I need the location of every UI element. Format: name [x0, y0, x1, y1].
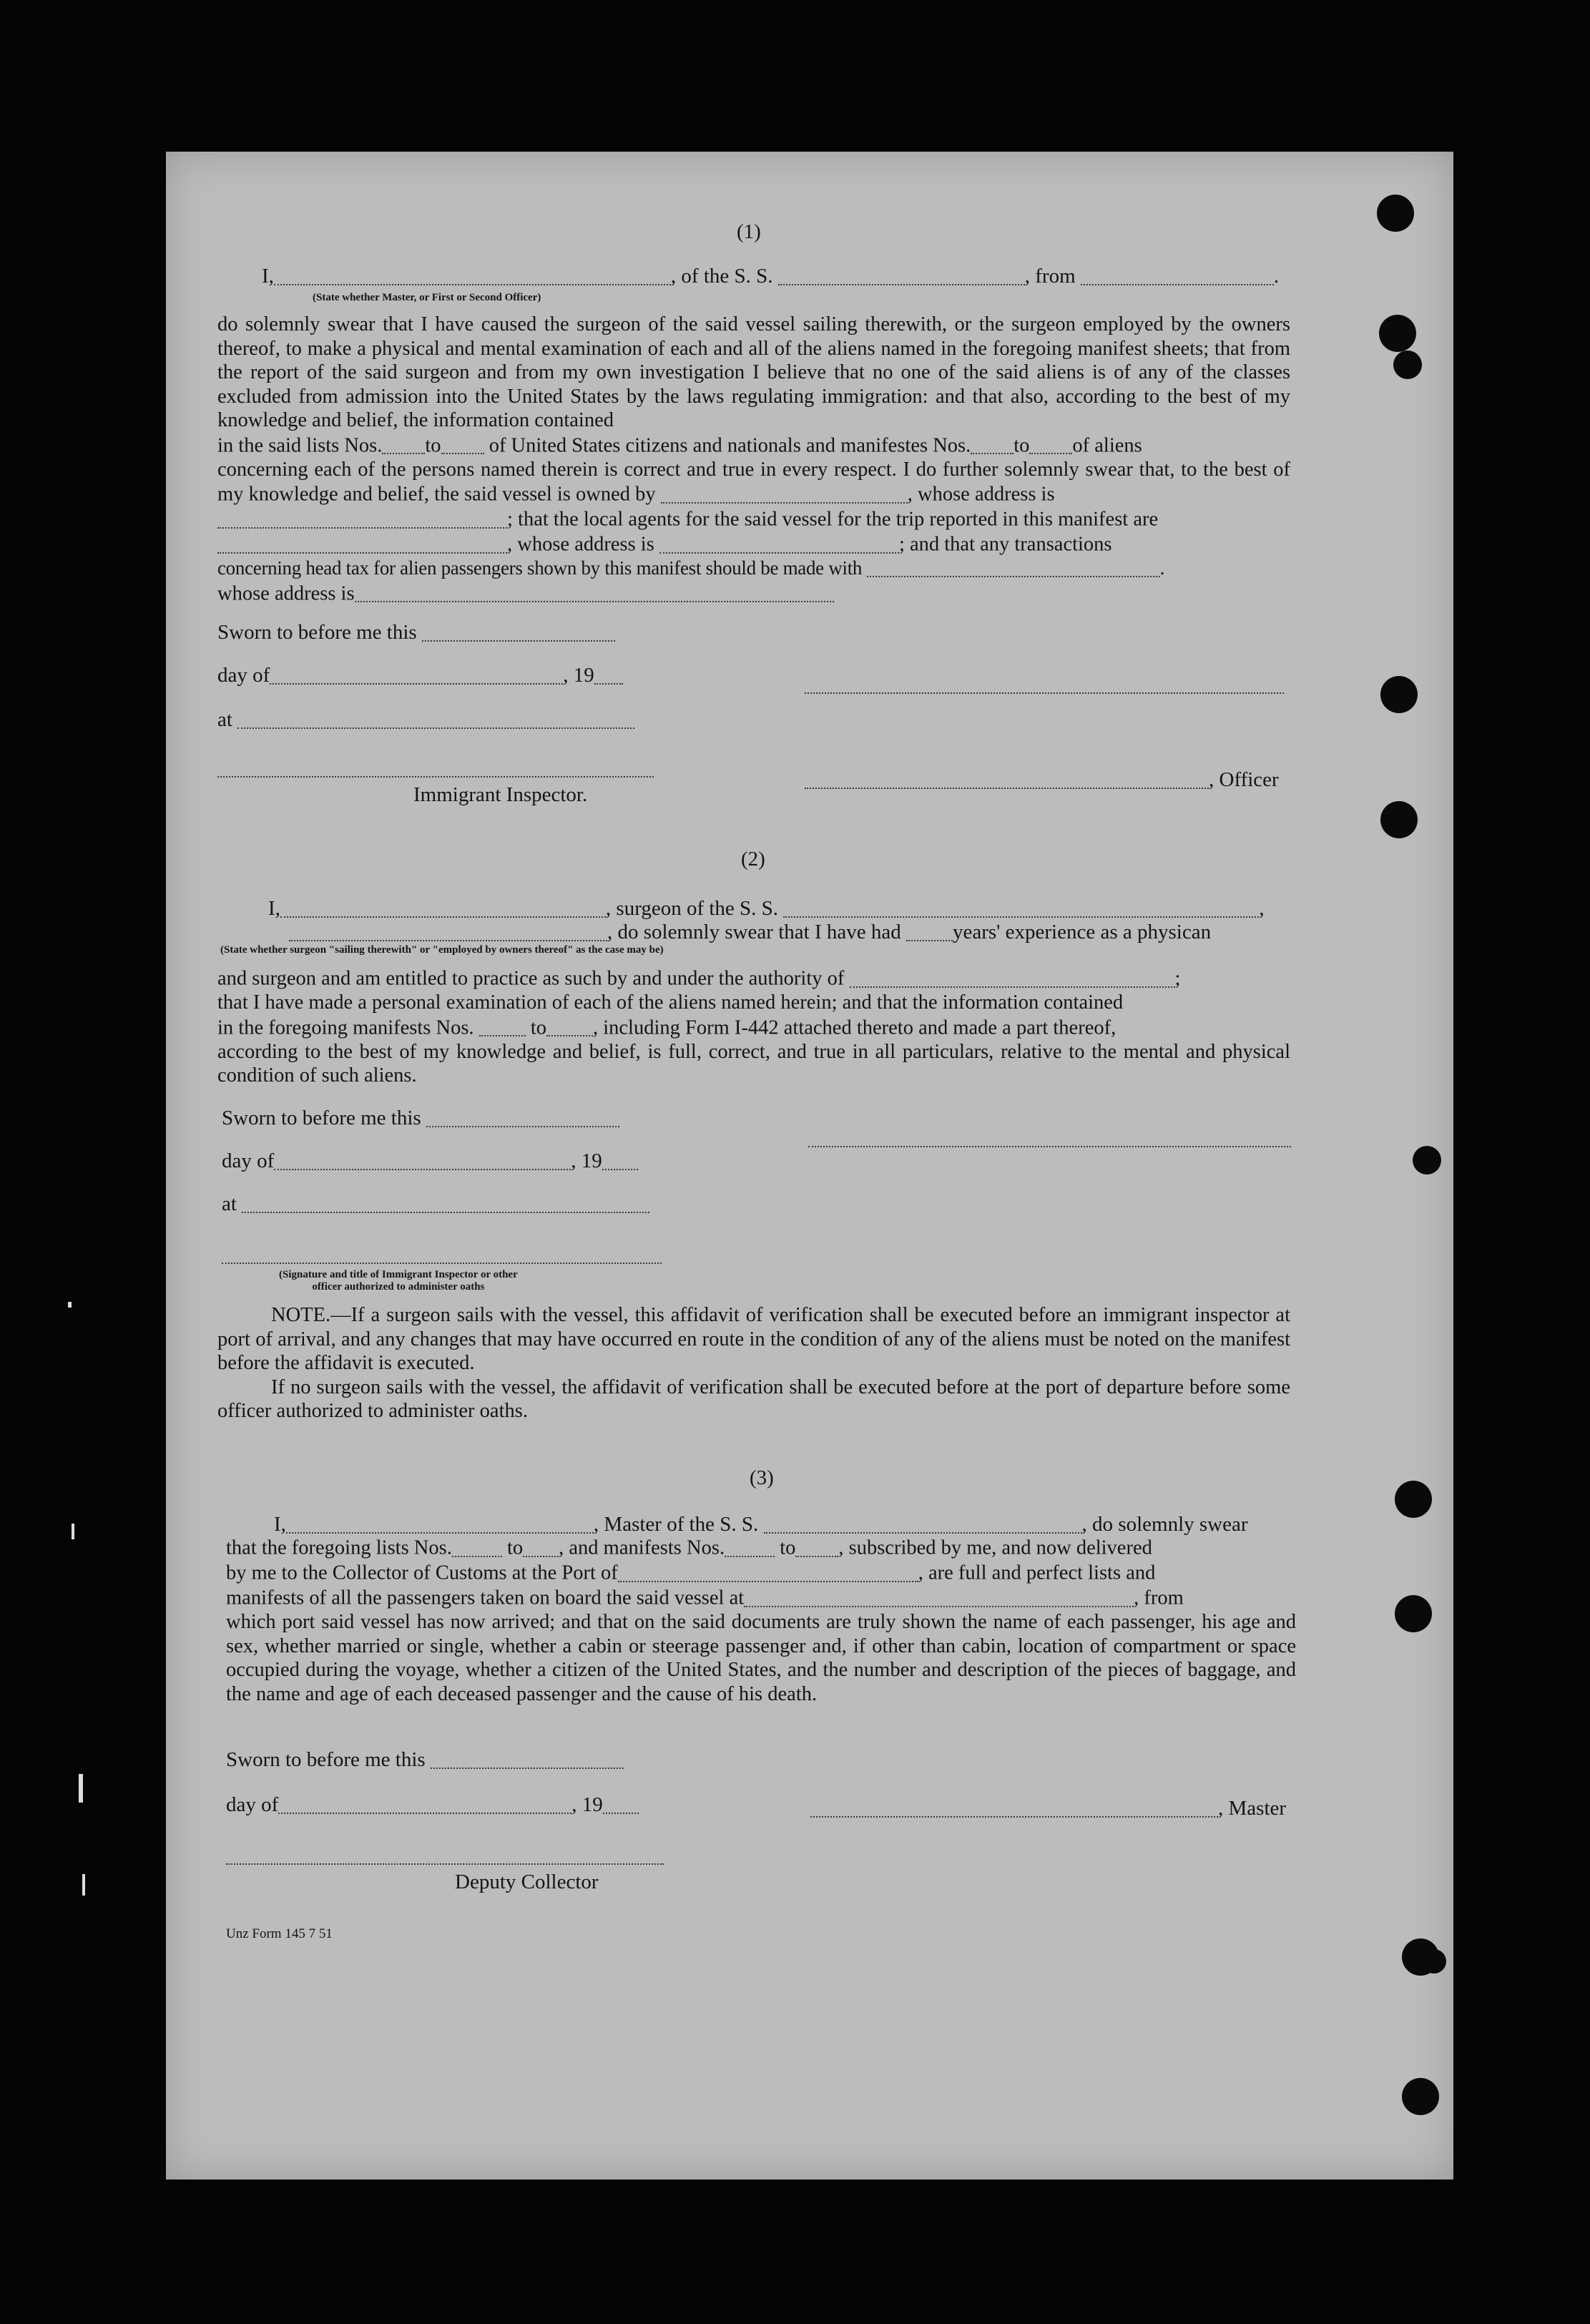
punch-hole [1380, 676, 1418, 713]
edge-speck [68, 1302, 72, 1308]
text: , 19 [563, 664, 594, 687]
label-of-ss: , of the S. S. [670, 265, 773, 288]
deputy-collector-label: Deputy Collector [455, 1871, 599, 1893]
text: . [1159, 557, 1165, 579]
text: Sworn to before me this [222, 1107, 421, 1129]
text: day of [217, 664, 270, 687]
lists-to-field[interactable] [523, 1535, 559, 1557]
oath-headtax [217, 557, 1290, 581]
label-i: I, [262, 265, 274, 288]
officer-caption: (State whether Master, or First or Second Officer) [313, 292, 541, 303]
sworn-date-field[interactable] [426, 1105, 619, 1127]
section-3-number: (3) [750, 1466, 774, 1489]
place-field[interactable] [242, 1191, 649, 1213]
authority-line [217, 966, 1290, 991]
text: , do solemnly swear that I have had [607, 921, 901, 943]
text: to [1014, 434, 1030, 456]
section-2-number: (2) [741, 848, 765, 871]
immigrant-inspector-label: Immigrant Inspector. [413, 783, 588, 806]
text: , Master [1218, 1797, 1287, 1820]
surgeon-vessel-field[interactable] [783, 896, 1259, 918]
vessel-at-line [226, 1585, 1296, 1610]
sworn-date-field[interactable] [422, 619, 615, 642]
manifests-line [217, 1015, 1290, 1040]
text: manifests of all the passengers taken on board the said vessel at [226, 1587, 745, 1609]
agent-address-field[interactable] [659, 531, 899, 554]
period: . [1273, 265, 1280, 288]
text: of aliens [1072, 434, 1142, 456]
note-paragraph: NOTE.—If a surgeon sails with the vessel, this affidavit of verification shall be executed before an immigrant inspector at port of arrival, and any changes that may have occurred en route in the condition of any of the aliens must be noted on the manifest before the affidavit is executed. [217, 1304, 1290, 1374]
passenger-paragraph: which port said vessel has now arrived; and that on the said documents are truly shown the name of each passenger, his age and sex, whether married or single, whether a cabin or steerage passenger and, if other than cabin, location of compartment or space occupied during the voyage, whether a citizen of the United States, and the number and description of the pieces of baggage, and the name and age of each deceased passenger and the cause of his death. [226, 1611, 1296, 1705]
text: years' experience as a physican [952, 921, 1212, 943]
text: Sworn to before me this [217, 621, 417, 644]
text: in the said lists Nos. [217, 434, 383, 456]
day-line [226, 1792, 639, 1817]
text: , 19 [571, 1149, 602, 1172]
inspector-signature-line[interactable] [222, 1262, 662, 1264]
text: (Signature and title of Immigrant Inspector or other [279, 1269, 518, 1280]
text: ; that the local agents for the said vessel for the trip reported in this manifest are [507, 508, 1159, 531]
manifest-to-field[interactable] [546, 1015, 593, 1037]
officer-signature-field[interactable] [805, 767, 1209, 789]
punch-hole [1422, 1949, 1446, 1974]
text: ; [1174, 967, 1181, 990]
punch-hole [1413, 1146, 1441, 1175]
oath-line-lists [217, 433, 1290, 458]
edge-speck [82, 1874, 85, 1896]
text: whose address is [217, 582, 355, 604]
text: concerning head tax for alien passengers shown by this manifest should be made with [217, 557, 863, 579]
edge-speck [72, 1524, 74, 1539]
text: Sworn to before me this [226, 1748, 426, 1771]
collector-line [226, 1560, 1296, 1585]
departure-port-field[interactable] [1081, 263, 1274, 285]
section-1-body [217, 313, 1290, 606]
edge-speck [79, 1774, 83, 1803]
citizen-list-to-field[interactable] [441, 433, 484, 455]
inspector-signature-line[interactable] [217, 776, 654, 778]
form-id: Unz Form 145 7 51 [226, 1926, 333, 1941]
boarding-port-field[interactable] [744, 1585, 1134, 1607]
owner-address-field[interactable] [217, 506, 507, 529]
place-field[interactable] [237, 707, 634, 729]
lists-from-field[interactable] [452, 1535, 502, 1557]
text: of United States citizens and nationals and manifestes Nos. [489, 434, 971, 456]
text: day of [226, 1793, 279, 1816]
note-block [217, 1303, 1290, 1423]
surgeon-status-field[interactable] [289, 919, 607, 941]
officer-name-field[interactable] [274, 263, 671, 285]
years-experience-field[interactable] [906, 919, 953, 941]
officer-line [805, 767, 1279, 792]
text: in the foregoing manifests Nos. [217, 1016, 474, 1039]
sworn-line [217, 619, 615, 644]
text: day of [222, 1149, 275, 1172]
signature-line[interactable] [805, 692, 1284, 694]
headtax-party-field[interactable] [867, 557, 1160, 577]
text: ; and that any transactions [898, 533, 1112, 556]
surgeon-caption: (State whether surgeon "sailing therewith" or "employed by owners thereof" as the case may be) [220, 944, 664, 956]
sig-caption [279, 1269, 518, 1293]
text: that the foregoing lists Nos. [226, 1536, 452, 1559]
agents-field[interactable] [217, 531, 507, 554]
text: to [780, 1536, 796, 1559]
collector-signature-line[interactable] [226, 1863, 664, 1865]
section-2-line1 [268, 896, 1265, 921]
section-1-line1 [262, 263, 1279, 288]
section-3-line1 [274, 1511, 1248, 1536]
master-name-field[interactable] [286, 1511, 594, 1534]
text: , are full and perfect lists and [918, 1561, 1156, 1584]
punch-hole [1395, 1481, 1432, 1518]
year-field[interactable] [602, 1148, 638, 1170]
text: to [425, 434, 441, 456]
at-line [222, 1191, 649, 1216]
sworn-date-field[interactable] [431, 1747, 624, 1769]
lists-line [226, 1535, 1296, 1560]
sworn-line [226, 1747, 624, 1772]
condition-paragraph: according to the best of my knowledge and belief, is full, correct, and true in all particulars, relative to the mental and physical condition of such aliens. [217, 1040, 1290, 1087]
punch-hole [1393, 350, 1422, 379]
text: concerning each of the persons named therein is correct and true in every respect. I do further solemnly swear that, to the best of my knowledge and belief, the said vessel is owned by [217, 458, 1290, 506]
day-field[interactable] [270, 662, 563, 685]
day-line [222, 1148, 638, 1173]
text: at [222, 1192, 237, 1215]
alien-list-from-field[interactable] [971, 433, 1014, 455]
year-field[interactable] [594, 662, 623, 685]
text: officer authorized to administer oaths [312, 1281, 485, 1293]
text: , Officer [1209, 768, 1279, 791]
oath-owner [217, 458, 1290, 507]
day-field[interactable] [278, 1792, 571, 1814]
text: , Master of the S. S. [593, 1513, 759, 1536]
punch-hole [1377, 195, 1414, 232]
oath-paragraph: do solemnly swear that I have caused the surgeon of the said vessel sailing therewith, or the surgeon employed by the owners thereof, to make a physical and mental examination of each and all of the aliens named in the foregoing manifest sheets; that from the report of the said surgeon and from my own investigation I believe that no one of the said aliens is of any of the classes excluded from admission into the United States by the laws regulating immigration: and that also, according to the best of my knowledge and belief, the information contained [217, 313, 1290, 431]
master-signature-field[interactable] [810, 1795, 1218, 1818]
alien-list-to-field[interactable] [1029, 433, 1072, 455]
text: , [1259, 897, 1265, 920]
text: and surgeon and am entitled to practice as such by and under the authority of [217, 967, 845, 990]
text: , including Form I-442 attached thereto and made a part thereof, [592, 1016, 1117, 1039]
section-2-body [217, 966, 1290, 1088]
at-line [217, 707, 634, 732]
note-paragraph-2: If no surgeon sails with the vessel, the affidavit of verification shall be executed before at the port of departure before some officer authorized to administer oaths. [217, 1376, 1290, 1422]
owner-field[interactable] [661, 481, 908, 504]
manifest-from-field[interactable] [479, 1015, 526, 1037]
vessel-name-field[interactable] [778, 263, 1025, 285]
port-field[interactable] [618, 1560, 918, 1582]
signature-line[interactable] [808, 1146, 1291, 1147]
text: to [530, 1016, 546, 1039]
sworn-line [222, 1105, 619, 1130]
citizen-list-from-field[interactable] [382, 433, 425, 455]
text: at [217, 708, 232, 731]
text: , whose address is [507, 533, 654, 556]
surgeon-name-field[interactable] [280, 896, 606, 918]
day-line [217, 662, 623, 687]
text: , surgeon of the S. S. [605, 897, 779, 920]
section-2-line2 [289, 919, 1211, 944]
manifests-from-field[interactable] [725, 1535, 775, 1557]
day-field[interactable] [274, 1148, 571, 1170]
oath-agents [217, 506, 1290, 531]
section-3-body [226, 1535, 1296, 1706]
text: I, [274, 1513, 286, 1536]
oath-headtax-address [217, 581, 1290, 606]
master-line [810, 1795, 1286, 1820]
master-vessel-field[interactable] [764, 1511, 1082, 1534]
punch-hole [1395, 1595, 1432, 1632]
text: , subscribed by me, and now delivered [838, 1536, 1152, 1559]
text: , from [1134, 1587, 1184, 1609]
text: , do solemnly swear [1081, 1513, 1248, 1536]
text: , whose address is [907, 483, 1055, 506]
section-1-number: (1) [737, 220, 761, 243]
text: to [506, 1536, 524, 1559]
authority-field[interactable] [850, 966, 1175, 988]
headtax-address-field[interactable] [355, 581, 834, 603]
manifests-to-field[interactable] [795, 1535, 838, 1557]
examination-line: that I have made a personal examination of each of the aliens named herein; and that the information contained [217, 991, 1124, 1014]
punch-hole [1402, 2078, 1439, 2115]
text: , 19 [571, 1793, 603, 1816]
oath-agent-address [217, 531, 1290, 557]
punch-hole [1380, 801, 1418, 838]
punch-hole [1379, 315, 1416, 352]
text: , and manifests Nos. [559, 1536, 725, 1559]
text: by me to the Collector of Customs at the Port of [226, 1561, 618, 1584]
year-field[interactable] [603, 1792, 639, 1814]
label-from: , from [1024, 265, 1076, 288]
text: I, [268, 897, 280, 920]
